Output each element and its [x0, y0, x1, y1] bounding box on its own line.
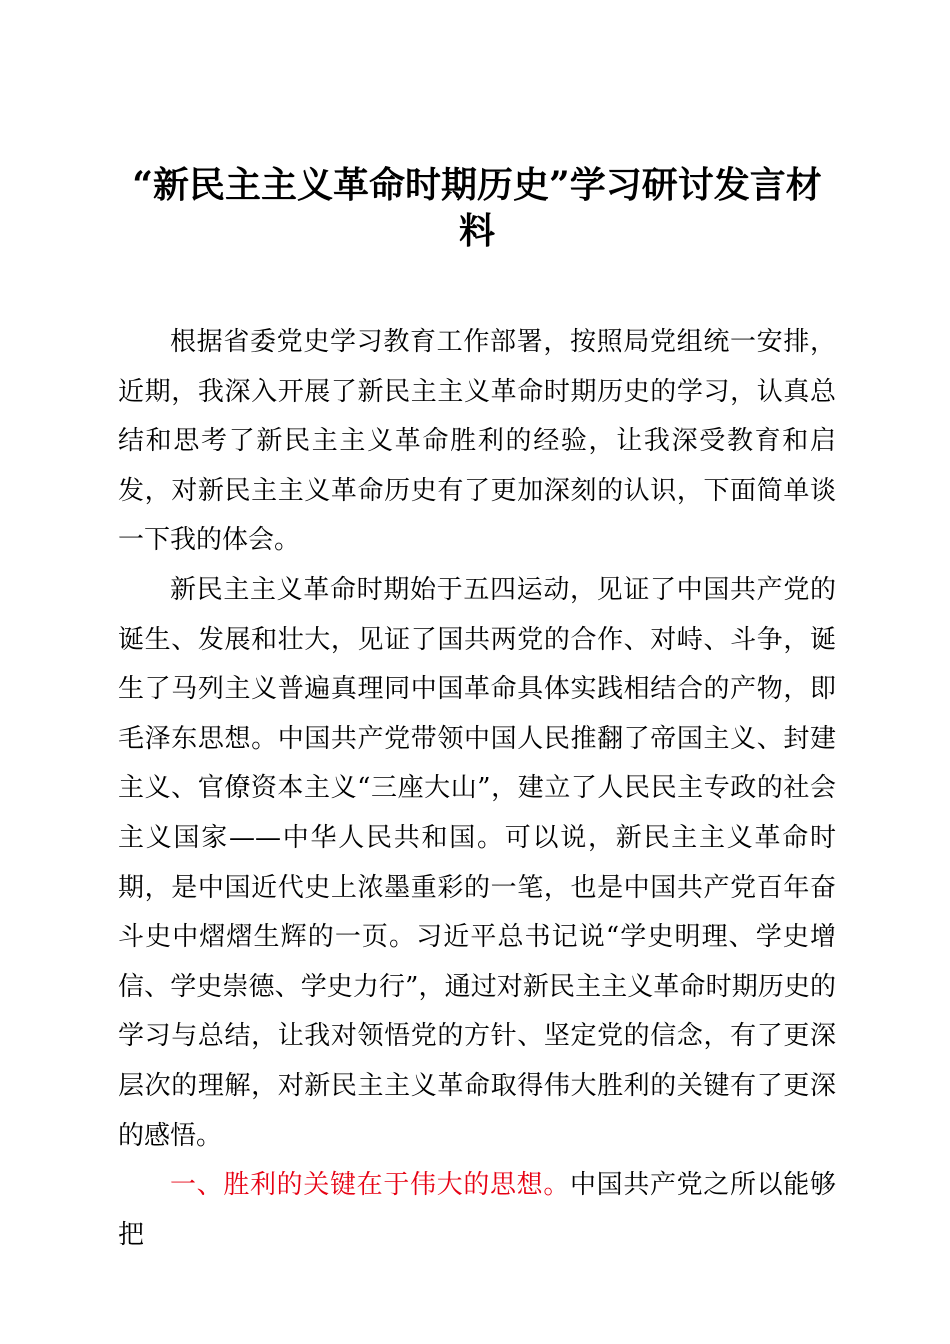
section-one-text: 中国共产党之所以能够把: [118, 1170, 836, 1250]
document-title: “新民主主义革命时期历史”学习研讨发言材料: [132, 164, 822, 252]
paragraph-intro: 根据省委党史学习教育工作部署，按照局党组统一安排，近期，我深入开展了新民主主义革命时期历史的学习，认真总结和思考了新民主主义革命胜利的经验，让我深受教育和启发，对新民主主义革命历史有了更加深刻的认识，下面简单谈一下我的体会。: [118, 327, 836, 556]
document-body: [118, 318, 836, 1260]
paragraph-section-one: [118, 1161, 836, 1260]
section-one-heading: 一、胜利的关键在于伟大的思想。: [170, 1170, 570, 1201]
paragraph-history: 新民主主义革命时期始于五四运动，见证了中国共产党的诞生、发展和壮大，见证了国共两党的合作、对峙、斗争，诞生了马列主义普遍真理同中国革命具体实践相结合的产物，即毛泽东思想。中国共产党带领中国人民推翻了帝国主义、封建主义、官僚资本主义“三座大山”，建立了人民民主专政的社会主义国家——中华人民共和国。可以说，新民主主义革命时期，是中国近代史上浓墨重彩的一笔，也是中国共产党百年奋斗史中熠熠生辉的一页。习近平总书记说“学史明理、学史增信、学史崇德、学史力行”，通过对新民主主义革命时期历史的学习与总结，让我对领悟党的方针、坚定党的信念，有了更深层次的理解，对新民主主义革命取得伟大胜利的关键有了更深的感悟。: [118, 574, 836, 1151]
